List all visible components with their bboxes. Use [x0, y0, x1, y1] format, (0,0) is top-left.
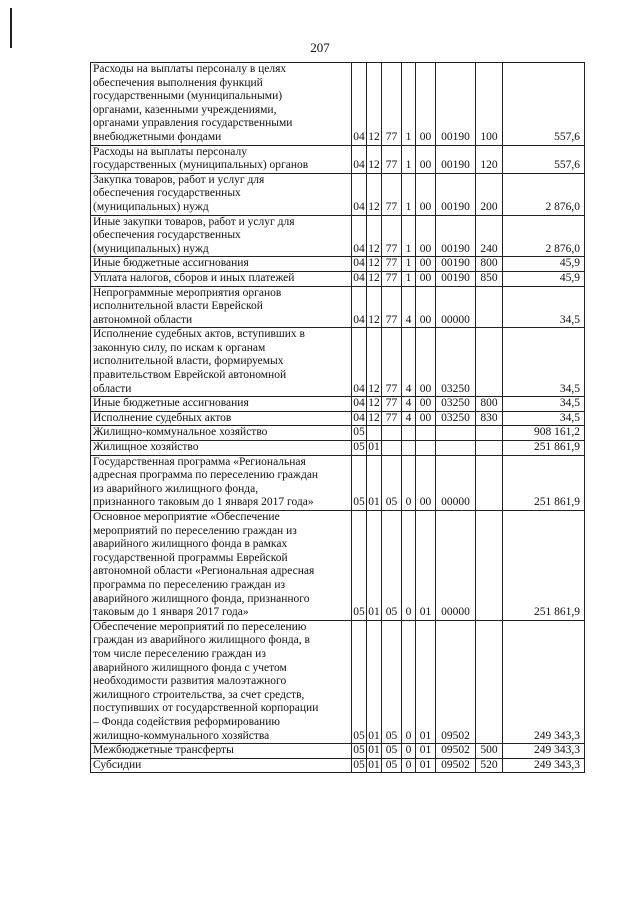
- amount-cell: 251 861,9: [503, 511, 585, 621]
- subprogram-code-cell: 1: [402, 215, 416, 257]
- amount-cell: 557,6: [503, 63, 585, 146]
- table-row: [91, 441, 585, 456]
- row-name-cell: Иные закупки товаров, работ и услуг для обеспечения государственных (муниципальных) нужд: [91, 215, 352, 257]
- subprogram-code-cell: 4: [402, 328, 416, 397]
- direction-code-cell: [436, 426, 476, 441]
- table-row: [91, 271, 585, 286]
- direction-code-cell: 03250: [436, 411, 476, 426]
- subprogram-code-cell: 0: [402, 744, 416, 759]
- group-code-cell: 01: [416, 620, 436, 743]
- program-code-cell: 77: [382, 271, 402, 286]
- subprogram-code-cell: 1: [402, 257, 416, 272]
- subsection-code-cell: 12: [367, 145, 382, 173]
- amount-cell: 251 861,9: [503, 441, 585, 456]
- row-name-cell: Закупка товаров, работ и услуг для обеспечения государственных (муниципальных) нужд: [91, 173, 352, 215]
- expense-type-cell: [476, 511, 503, 621]
- program-code-cell: 05: [382, 455, 402, 510]
- row-name-cell: Иные бюджетные ассигнования: [91, 397, 352, 412]
- subsection-code-cell: 01: [367, 511, 382, 621]
- amount-cell: 249 343,3: [503, 620, 585, 743]
- program-code-cell: 77: [382, 411, 402, 426]
- section-code-cell: 04: [352, 286, 367, 328]
- program-code-cell: 05: [382, 758, 402, 773]
- section-code-cell: 05: [352, 744, 367, 759]
- subsection-code-cell: 12: [367, 173, 382, 215]
- subsection-code-cell: 12: [367, 257, 382, 272]
- expense-type-cell: 800: [476, 397, 503, 412]
- row-name-cell: Иные бюджетные ассигнования: [91, 257, 352, 272]
- row-name-cell: Государственная программа «Региональная адресная программа по переселению граждан из аварийного жилищного фонда, признанного таковым до 1 января 2017 года»: [91, 455, 352, 510]
- direction-code-cell: 00190: [436, 271, 476, 286]
- budget-table: [90, 62, 585, 773]
- section-code-cell: 05: [352, 426, 367, 441]
- table-row: [91, 397, 585, 412]
- subsection-code-cell: 12: [367, 286, 382, 328]
- expense-type-cell: 520: [476, 758, 503, 773]
- row-name-cell: Исполнение судебных актов: [91, 411, 352, 426]
- table-row: [91, 411, 585, 426]
- row-name-cell: Субсидии: [91, 758, 352, 773]
- group-code-cell: 00: [416, 215, 436, 257]
- row-name-cell: Расходы на выплаты персоналу государственных (муниципальных) органов: [91, 145, 352, 173]
- amount-cell: 2 876,0: [503, 215, 585, 257]
- subsection-code-cell: 01: [367, 744, 382, 759]
- group-code-cell: 00: [416, 328, 436, 397]
- direction-code-cell: 09502: [436, 744, 476, 759]
- row-name-cell: Обеспечение мероприятий по переселению граждан из аварийного жилищного фонда, в том числе переселению граждан из аварийного жилищного фонда с учетом необходимости развития малоэтажного жилищного строительства, за счет средств, поступивших от государственной корпорации – Фонда содействия реформированию жилищно-коммунального хозяйства: [91, 620, 352, 743]
- row-name-cell: Исполнение судебных актов, вступивших в законную силу, по искам к органам исполнительной власти, формируемых правительством Еврейской автономной области: [91, 328, 352, 397]
- expense-type-cell: [476, 455, 503, 510]
- section-code-cell: 04: [352, 271, 367, 286]
- section-code-cell: 04: [352, 257, 367, 272]
- direction-code-cell: 00000: [436, 511, 476, 621]
- section-code-cell: 05: [352, 620, 367, 743]
- section-code-cell: 05: [352, 511, 367, 621]
- subprogram-code-cell: 4: [402, 397, 416, 412]
- program-code-cell: 77: [382, 63, 402, 146]
- program-code-cell: 05: [382, 511, 402, 621]
- expense-type-cell: 100: [476, 63, 503, 146]
- group-code-cell: 00: [416, 173, 436, 215]
- expense-type-cell: 800: [476, 257, 503, 272]
- section-code-cell: 05: [352, 441, 367, 456]
- subprogram-code-cell: 1: [402, 173, 416, 215]
- expense-type-cell: [476, 441, 503, 456]
- subprogram-code-cell: 0: [402, 758, 416, 773]
- subprogram-code-cell: 4: [402, 286, 416, 328]
- expense-type-cell: 120: [476, 145, 503, 173]
- group-code-cell: 01: [416, 758, 436, 773]
- direction-code-cell: 09502: [436, 758, 476, 773]
- expense-type-cell: 500: [476, 744, 503, 759]
- subprogram-code-cell: 0: [402, 620, 416, 743]
- amount-cell: 34,5: [503, 328, 585, 397]
- amount-cell: 34,5: [503, 411, 585, 426]
- section-code-cell: 04: [352, 173, 367, 215]
- group-code-cell: 01: [416, 744, 436, 759]
- group-code-cell: 00: [416, 145, 436, 173]
- direction-code-cell: 00000: [436, 455, 476, 510]
- section-code-cell: 04: [352, 411, 367, 426]
- table-row: [91, 145, 585, 173]
- table-body: [91, 63, 585, 773]
- subprogram-code-cell: 1: [402, 63, 416, 146]
- program-code-cell: [382, 441, 402, 456]
- group-code-cell: 00: [416, 397, 436, 412]
- table-row: [91, 620, 585, 743]
- row-name-cell: Основное мероприятие «Обеспечение мероприятий по переселению граждан из аварийного жилищного фонда в рамках государственной программы Еврейской автономной области «Региональная адресная программа по переселению граждан из аварийного жилищного фонда, признанного таковым до 1 января 2017 года»: [91, 511, 352, 621]
- table-row: [91, 257, 585, 272]
- group-code-cell: 00: [416, 63, 436, 146]
- program-code-cell: 77: [382, 257, 402, 272]
- table-row: [91, 455, 585, 510]
- direction-code-cell: 00000: [436, 286, 476, 328]
- direction-code-cell: [436, 441, 476, 456]
- table-row: [91, 328, 585, 397]
- program-code-cell: [382, 426, 402, 441]
- row-name-cell: Расходы на выплаты персоналу в целях обеспечения выполнения функций государственными (муниципальными) органами, казенными учреждениями, органами управления государственными внебюджетными фондами: [91, 63, 352, 146]
- section-code-cell: 05: [352, 758, 367, 773]
- program-code-cell: 77: [382, 328, 402, 397]
- direction-code-cell: 00190: [436, 63, 476, 146]
- direction-code-cell: 09502: [436, 620, 476, 743]
- row-name-cell: Жилищно-коммунальное хозяйство: [91, 426, 352, 441]
- direction-code-cell: 00190: [436, 145, 476, 173]
- page-number: 207: [310, 40, 330, 55]
- section-code-cell: 04: [352, 215, 367, 257]
- group-code-cell: 00: [416, 411, 436, 426]
- amount-cell: 249 343,3: [503, 758, 585, 773]
- group-code-cell: [416, 441, 436, 456]
- expense-type-cell: 200: [476, 173, 503, 215]
- amount-cell: 34,5: [503, 286, 585, 328]
- expense-type-cell: [476, 328, 503, 397]
- subsection-code-cell: 01: [367, 441, 382, 456]
- row-name-cell: Непрограммные мероприятия органов исполнительной власти Еврейской автономной области: [91, 286, 352, 328]
- program-code-cell: 77: [382, 286, 402, 328]
- amount-cell: 45,9: [503, 271, 585, 286]
- subsection-code-cell: [367, 426, 382, 441]
- program-code-cell: 05: [382, 620, 402, 743]
- section-code-cell: 05: [352, 455, 367, 510]
- direction-code-cell: 00190: [436, 215, 476, 257]
- subprogram-code-cell: 0: [402, 511, 416, 621]
- amount-cell: 45,9: [503, 257, 585, 272]
- table-row: [91, 173, 585, 215]
- table-row: [91, 63, 585, 146]
- subsection-code-cell: 01: [367, 620, 382, 743]
- program-code-cell: 77: [382, 173, 402, 215]
- table-row: [91, 744, 585, 759]
- subprogram-code-cell: 1: [402, 145, 416, 173]
- table-row: [91, 426, 585, 441]
- table-row: [91, 511, 585, 621]
- section-code-cell: 04: [352, 63, 367, 146]
- subsection-code-cell: 12: [367, 63, 382, 146]
- section-code-cell: 04: [352, 397, 367, 412]
- subsection-code-cell: 01: [367, 455, 382, 510]
- subprogram-code-cell: 1: [402, 271, 416, 286]
- program-code-cell: 77: [382, 145, 402, 173]
- expense-type-cell: [476, 620, 503, 743]
- row-name-cell: Межбюджетные трансферты: [91, 744, 352, 759]
- table-row: [91, 215, 585, 257]
- expense-type-cell: 850: [476, 271, 503, 286]
- row-name-cell: Уплата налогов, сборов и иных платежей: [91, 271, 352, 286]
- amount-cell: 2 876,0: [503, 173, 585, 215]
- subprogram-code-cell: [402, 441, 416, 456]
- subsection-code-cell: 12: [367, 215, 382, 257]
- amount-cell: 251 861,9: [503, 455, 585, 510]
- direction-code-cell: 03250: [436, 328, 476, 397]
- section-code-cell: 04: [352, 145, 367, 173]
- program-code-cell: 77: [382, 215, 402, 257]
- subprogram-code-cell: 0: [402, 455, 416, 510]
- direction-code-cell: 03250: [436, 397, 476, 412]
- expense-type-cell: [476, 286, 503, 328]
- amount-cell: 557,6: [503, 145, 585, 173]
- group-code-cell: 00: [416, 271, 436, 286]
- expense-type-cell: [476, 426, 503, 441]
- program-code-cell: 05: [382, 744, 402, 759]
- amount-cell: 34,5: [503, 397, 585, 412]
- expense-type-cell: 830: [476, 411, 503, 426]
- subsection-code-cell: 12: [367, 411, 382, 426]
- subsection-code-cell: 01: [367, 758, 382, 773]
- table-row: [91, 758, 585, 773]
- subprogram-code-cell: [402, 426, 416, 441]
- direction-code-cell: 00190: [436, 173, 476, 215]
- subsection-code-cell: 12: [367, 328, 382, 397]
- row-name-cell: Жилищное хозяйство: [91, 441, 352, 456]
- direction-code-cell: 00190: [436, 257, 476, 272]
- group-code-cell: 00: [416, 286, 436, 328]
- amount-cell: 908 161,2: [503, 426, 585, 441]
- group-code-cell: [416, 426, 436, 441]
- group-code-cell: 00: [416, 455, 436, 510]
- program-code-cell: 77: [382, 397, 402, 412]
- subsection-code-cell: 12: [367, 397, 382, 412]
- subprogram-code-cell: 4: [402, 411, 416, 426]
- group-code-cell: 00: [416, 257, 436, 272]
- amount-cell: 249 343,3: [503, 744, 585, 759]
- group-code-cell: 01: [416, 511, 436, 621]
- section-code-cell: 04: [352, 328, 367, 397]
- table-row: [91, 286, 585, 328]
- expense-type-cell: 240: [476, 215, 503, 257]
- subsection-code-cell: 12: [367, 271, 382, 286]
